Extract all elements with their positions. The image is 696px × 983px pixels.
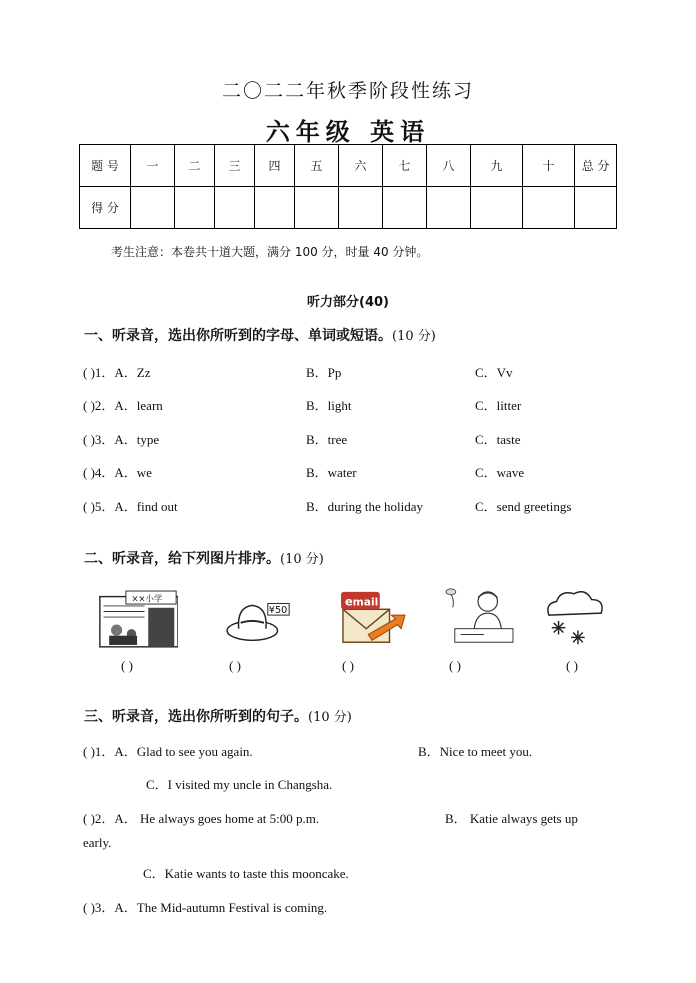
score-cell: 八: [427, 145, 471, 187]
question-3-b[interactable]: B．tree: [306, 432, 348, 447]
score-cell: 三: [215, 145, 255, 187]
score-blank[interactable]: [471, 187, 523, 229]
score-blank[interactable]: [255, 187, 295, 229]
question-5-b[interactable]: B．during the holiday: [306, 499, 423, 514]
email-logo-text: mail: [352, 595, 379, 609]
picture-5-answer[interactable]: ( ): [566, 658, 578, 673]
question-2-a[interactable]: ( )2．A．learn: [83, 398, 163, 413]
listening-part-title: 听力部分(40): [307, 295, 389, 310]
s3-question-1-a[interactable]: ( )1．A．Glad to see you again.: [83, 744, 253, 759]
question-3-a[interactable]: ( )3．A．type: [83, 432, 160, 447]
score-cell: 四: [255, 145, 295, 187]
score-cell: 一: [131, 145, 175, 187]
exam-title: 二〇二二年秋季阶段性练习: [221, 80, 474, 102]
s3-question-1-c[interactable]: C．I visited my uncle in Changsha.: [146, 777, 333, 792]
section2-title: 二、听录音，给下列图片排序。: [84, 551, 280, 567]
question-5-c[interactable]: C．send greetings: [475, 499, 572, 514]
picture-2-answer[interactable]: ( ): [229, 658, 241, 673]
section3-heading: [84, 706, 352, 726]
score-cell: 七: [383, 145, 427, 187]
exam-subtitle: 六年级 英语: [265, 117, 431, 146]
school-sign-text: ××小学: [131, 593, 163, 604]
score-blank[interactable]: [339, 187, 383, 229]
picture-3-answer[interactable]: ( ): [342, 658, 354, 673]
section1-title: 一、听录音，选出你所听到的字母、单词或短语。: [84, 328, 392, 344]
section1-heading: [84, 325, 436, 345]
score-table-header-row: [80, 145, 617, 187]
question-4-b[interactable]: B．water: [306, 465, 357, 480]
s3-question-2-b[interactable]: B． Katie always gets up: [445, 811, 578, 826]
picture-4-answer[interactable]: ( ): [449, 658, 461, 673]
s3-question-2-c[interactable]: C．Katie wants to taste this mooncake.: [143, 866, 349, 881]
email-picture: [334, 586, 414, 650]
score-blank[interactable]: [131, 187, 175, 229]
snowy-weather-picture: [536, 586, 616, 650]
question-2-c[interactable]: C．litter: [475, 398, 522, 413]
score-cell: 二: [175, 145, 215, 187]
score-blank[interactable]: [427, 187, 471, 229]
score-blank[interactable]: [215, 187, 255, 229]
question-1-a[interactable]: ( )1．A．Zz: [83, 365, 151, 380]
score-cell: 总 分: [575, 145, 617, 187]
section3-title: 三、听录音，选出你所听到的句子。: [84, 709, 308, 725]
school-picture: [98, 586, 178, 650]
question-3-c[interactable]: C．taste: [475, 432, 521, 447]
price-tag-text: ¥50: [268, 605, 288, 617]
s3-question-3-a[interactable]: ( )3．A．The Mid-autumn Festival is coming.: [83, 900, 328, 915]
section3-points: (10 分): [308, 710, 352, 725]
s3-question-2-b-continued: early.: [83, 835, 112, 850]
question-4-a[interactable]: ( )4．A．we: [83, 465, 152, 480]
section2-heading: [84, 548, 324, 568]
score-cell: 六: [339, 145, 383, 187]
score-table: [79, 144, 617, 229]
s3-question-1-b[interactable]: B．Nice to meet you.: [418, 744, 533, 759]
score-blank[interactable]: [575, 187, 617, 229]
student-writing-picture: [440, 586, 520, 650]
score-table-score-row: [80, 187, 617, 229]
picture-1-answer[interactable]: ( ): [121, 658, 133, 673]
score-cell: 十: [523, 145, 575, 187]
hat-picture: [222, 586, 302, 650]
question-2-b[interactable]: B．light: [306, 398, 352, 413]
question-1-b[interactable]: B．Pp: [306, 365, 342, 380]
score-cell: 九: [471, 145, 523, 187]
question-4-c[interactable]: C．wave: [475, 465, 525, 480]
section2-points: (10 分): [280, 552, 324, 567]
score-blank[interactable]: [383, 187, 427, 229]
score-cell: 得 分: [80, 187, 131, 229]
score-blank[interactable]: [175, 187, 215, 229]
s3-question-2-a[interactable]: ( )2．A． He always goes home at 5:00 p.m.: [83, 811, 320, 826]
question-5-a[interactable]: ( )5．A．find out: [83, 499, 178, 514]
exam-notice: 考生注意：本卷共十道大题，满分 100 分，时量 40 分钟。: [111, 245, 429, 259]
score-blank[interactable]: [523, 187, 575, 229]
score-cell: 题 号: [80, 145, 131, 187]
score-cell: 五: [295, 145, 339, 187]
question-1-c[interactable]: C．Vv: [475, 365, 513, 380]
score-blank[interactable]: [295, 187, 339, 229]
section1-points: (10 分): [392, 329, 436, 344]
svg-text:e: e: [344, 594, 353, 609]
